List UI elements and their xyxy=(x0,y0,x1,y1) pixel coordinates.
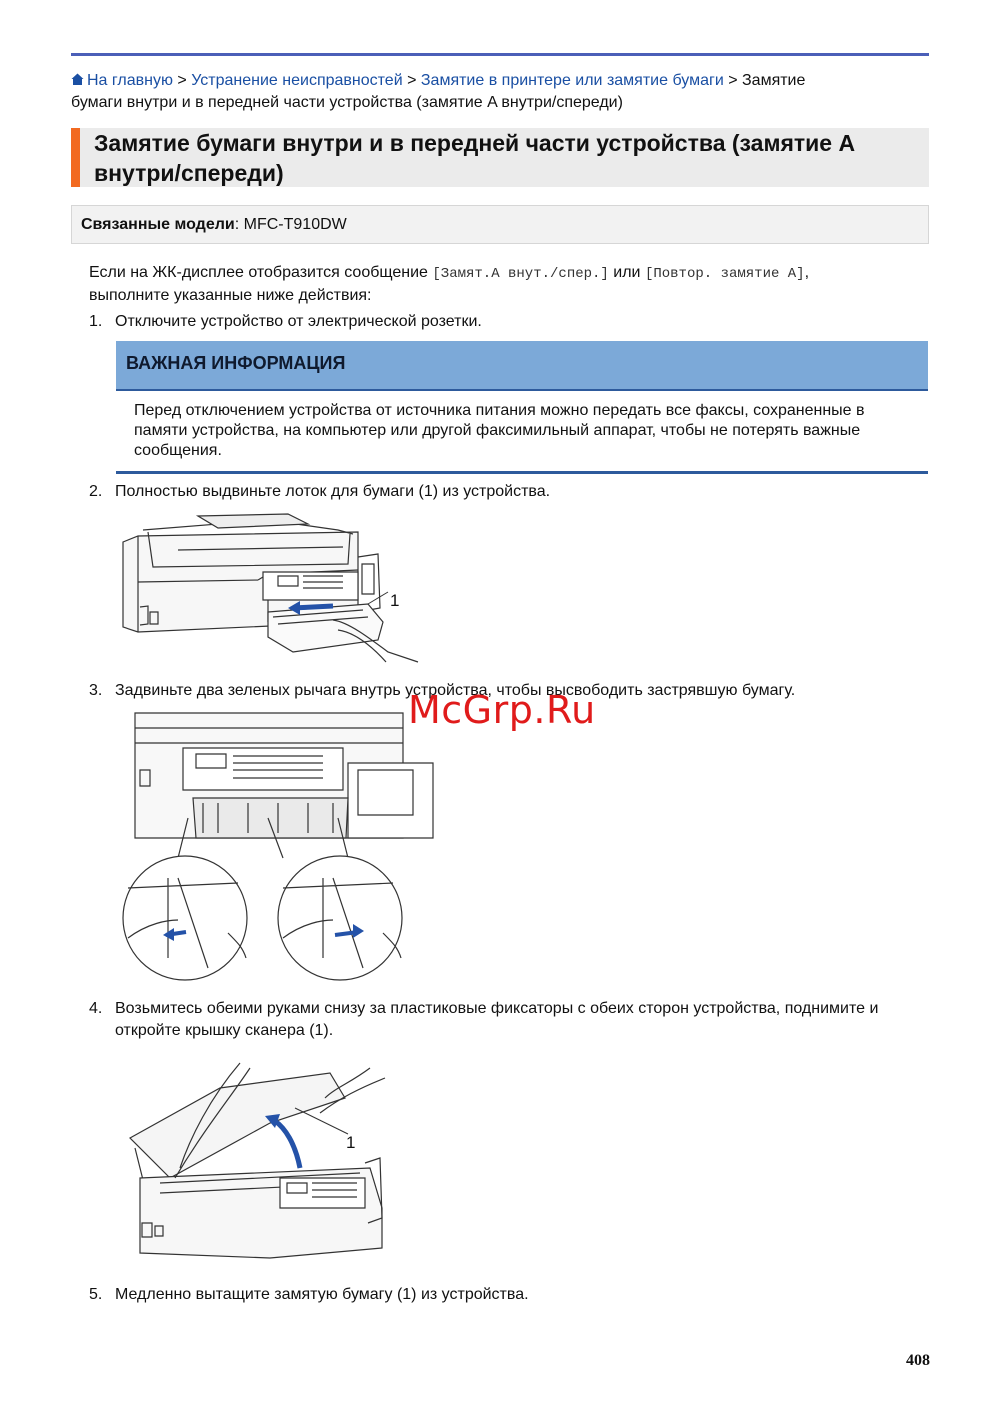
breadcrumb-link-jams[interactable]: Замятие в принтере или замятие бумаги xyxy=(420,72,724,89)
step-number: 4. xyxy=(89,1000,103,1017)
step-text: Отключите устройство от электрической розетки. xyxy=(115,313,482,330)
breadcrumb xyxy=(71,70,931,114)
figure-pull-tray xyxy=(118,512,418,667)
related-models xyxy=(71,205,929,244)
related-models-colon: : xyxy=(234,216,240,233)
step-text: Полностью выдвиньте лоток для бумаги (1) из устройства. xyxy=(115,483,551,500)
step-number: 2. xyxy=(89,483,103,500)
intro-or: или xyxy=(613,264,641,281)
breadcrumb-sep: > xyxy=(177,72,187,89)
step-text-cont: откройте крышку сканера (1). xyxy=(115,1022,334,1039)
related-models-label: Связанные модели xyxy=(81,216,235,233)
page-title xyxy=(94,128,914,188)
important-line: Перед отключением устройства от источника питания можно передать все факсы, сохраненные в xyxy=(134,402,865,419)
important-bottom-rule xyxy=(116,471,928,474)
breadcrumb-sep: > xyxy=(728,72,738,89)
step-5 xyxy=(89,1284,929,1306)
intro-text xyxy=(89,262,929,307)
step-text: Медленно вытащите замятую бумагу (1) из устройства. xyxy=(115,1286,529,1303)
step-text: Возьмитесь обеими руками снизу за пластиковые фиксаторы с обеих сторон устройства, поднимите и xyxy=(115,1000,879,1017)
breadcrumb-home[interactable]: На главную xyxy=(87,72,173,89)
intro-line2: выполните указанные ниже действия: xyxy=(89,287,372,304)
important-body xyxy=(134,401,924,461)
home-icon[interactable] xyxy=(71,71,84,84)
intro-comma: , xyxy=(804,264,810,281)
step-number: 5. xyxy=(89,1286,103,1303)
watermark: McGrp.Ru xyxy=(408,688,596,732)
callout-1-scanner: 1 xyxy=(346,1133,356,1152)
important-line: памяти устройства, на компьютер или другой факсимильный аппарат, чтобы не потерять важные xyxy=(134,422,861,439)
page-title-line2: внутри/спереди) xyxy=(94,160,284,186)
page-number: 408 xyxy=(906,1352,930,1369)
step-number: 3. xyxy=(89,682,103,699)
breadcrumb-current-cont: бумаги внутри и в передней части устройства (замятие A внутри/спереди) xyxy=(71,94,623,111)
step-2 xyxy=(89,481,929,503)
figure-green-levers xyxy=(118,708,438,988)
title-accent-bar xyxy=(71,128,80,187)
lcd-message-2: [Повтор. замятие A] xyxy=(644,266,805,282)
page-title-box xyxy=(71,128,929,187)
lcd-message-1: [Замят.A внут./спер.] xyxy=(432,266,609,282)
callout-1: 1 xyxy=(390,591,400,610)
important-line: сообщения. xyxy=(134,442,222,459)
step-4 xyxy=(89,998,929,1042)
top-rule xyxy=(71,53,929,56)
figure-open-scanner xyxy=(120,1058,390,1268)
step-text: Задвиньте два зеленых рычага внутрь устройства, чтобы высвободить застрявшую бумагу. xyxy=(115,682,796,699)
important-heading: ВАЖНАЯ ИНФОРМАЦИЯ xyxy=(126,353,346,373)
important-heading-box xyxy=(116,341,928,391)
step-number: 1. xyxy=(89,313,103,330)
breadcrumb-sep: > xyxy=(407,72,417,89)
intro-pre: Если на ЖК-дисплее отобразится сообщение xyxy=(89,264,428,281)
breadcrumb-current: Замятие xyxy=(742,72,806,89)
page-title-line1: Замятие бумаги внутри и в передней части устройства (замятие A xyxy=(94,130,856,156)
breadcrumb-link-troubleshooting[interactable]: Устранение неисправностей xyxy=(191,72,403,89)
step-1 xyxy=(89,311,929,333)
related-models-value: MFC-T910DW xyxy=(243,216,347,233)
